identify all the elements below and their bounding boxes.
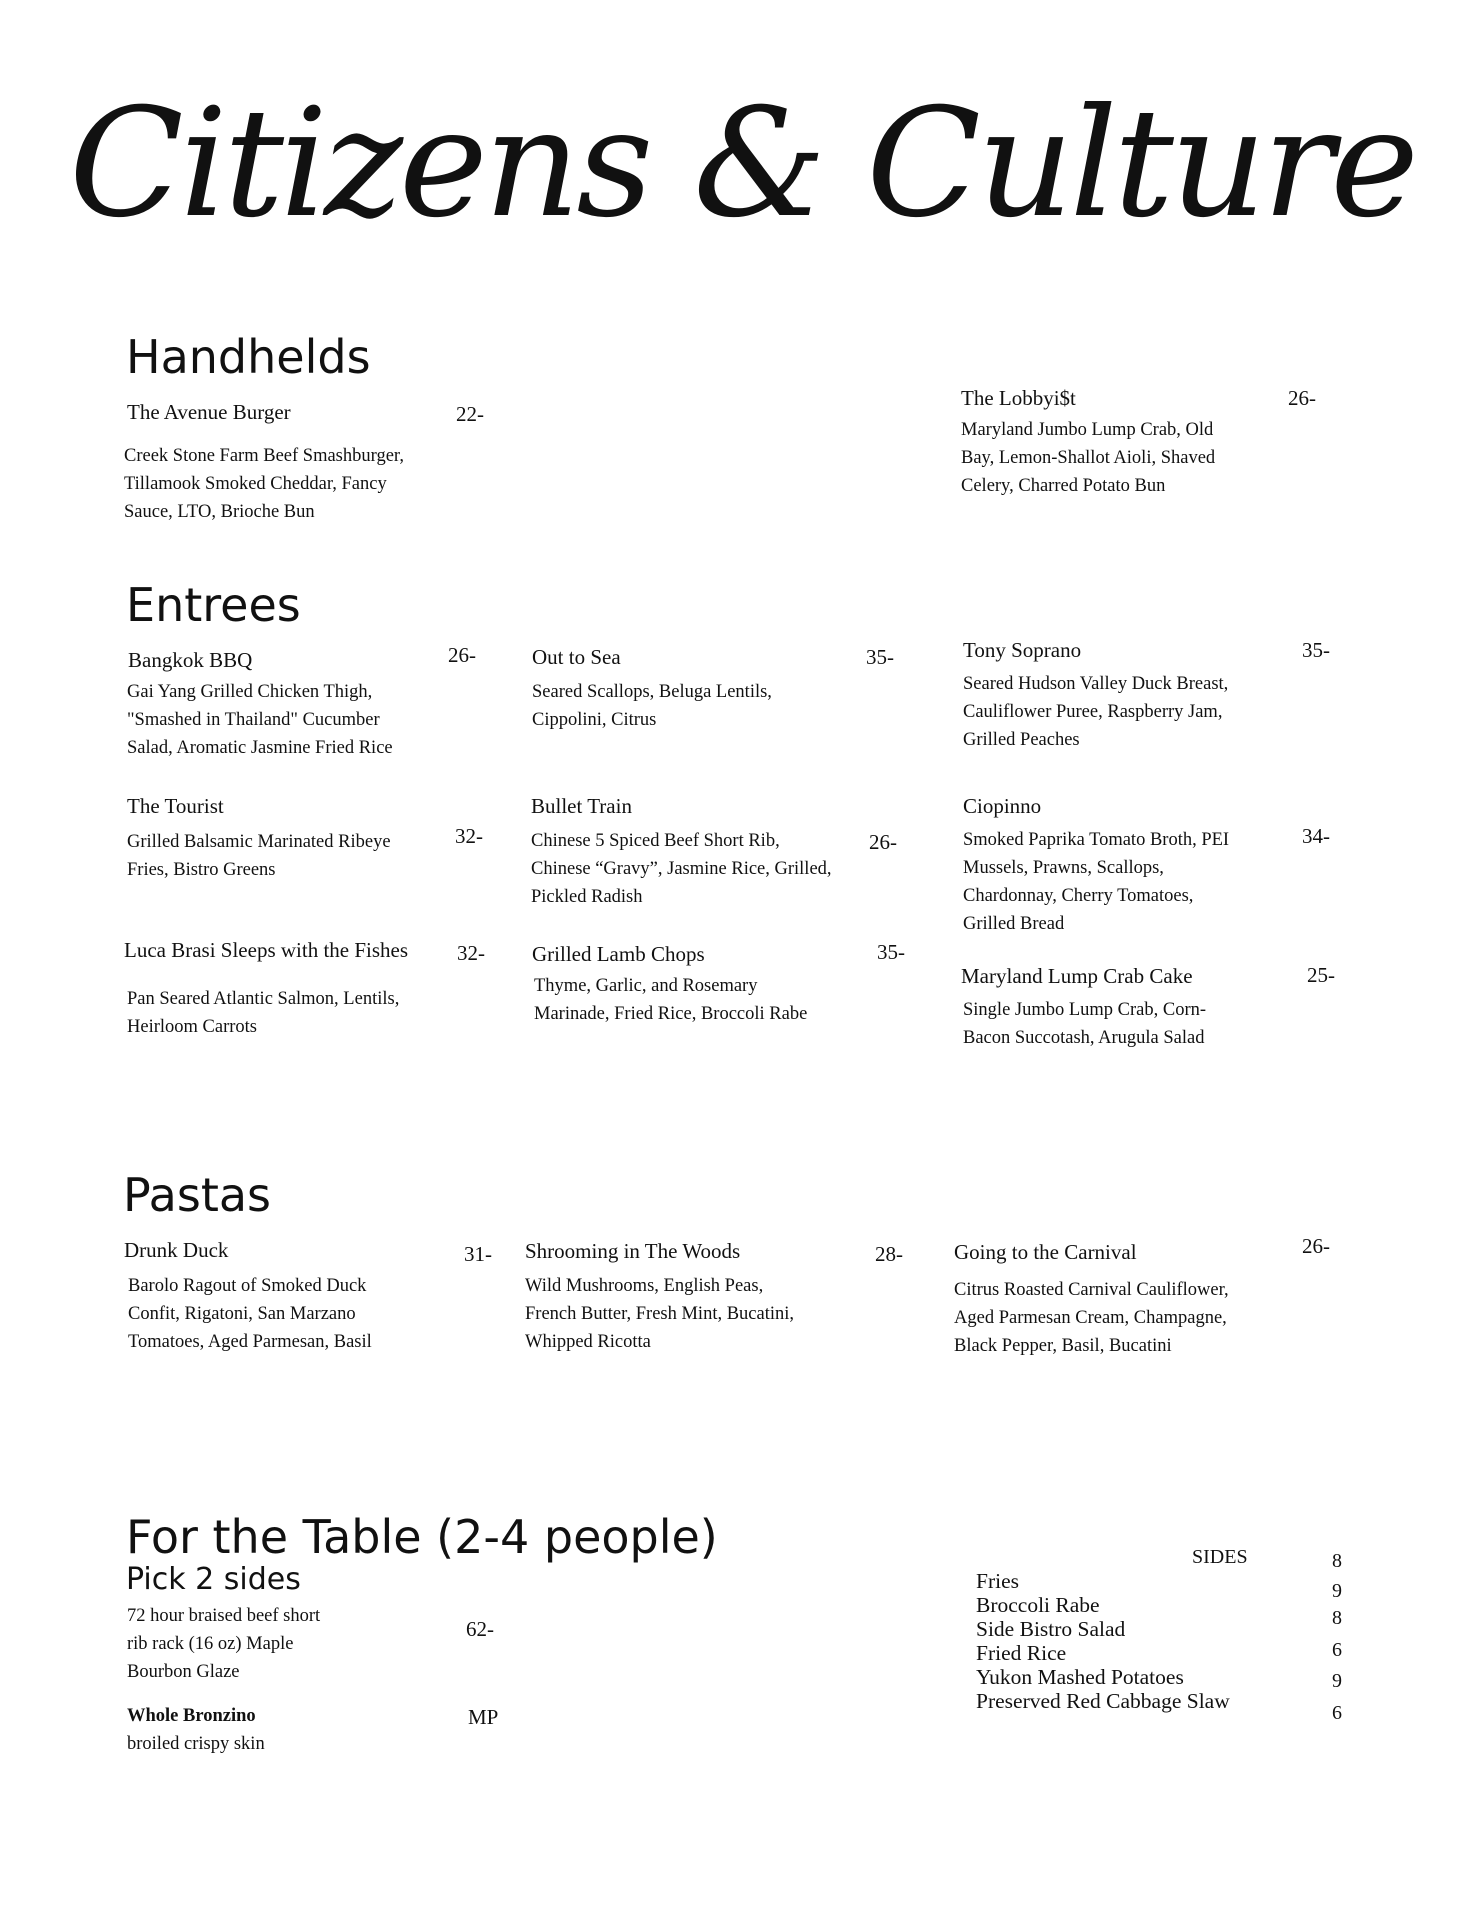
item-price: 22- [456, 402, 484, 426]
restaurant-name: Citizens & Culture [69, 77, 1415, 251]
item-name: Out to Sea [532, 645, 621, 669]
item-name: Grilled Lamb Chops [532, 942, 705, 966]
item-name: Maryland Lump Crab Cake [961, 964, 1193, 988]
item-name: Going to the Carnival [954, 1240, 1137, 1264]
item-name: Bangkok BBQ [128, 648, 253, 672]
item-price: 34- [1302, 824, 1330, 848]
side-item: Fries [976, 1569, 1019, 1593]
sides-label: SIDES [1192, 1546, 1248, 1568]
item-name: Whole Bronzino [127, 1706, 256, 1726]
side-item: Fried Rice [976, 1641, 1067, 1665]
item-name: Ciopinno [963, 794, 1042, 818]
side-item: Preserved Red Cabbage Slaw [976, 1689, 1230, 1713]
section-subtitle: Pick 2 sides [126, 1562, 301, 1597]
item-price: 32- [457, 941, 485, 965]
item-description: Thyme, Garlic, and Rosemary Marinade, Fried Rice, Broccoli Rabe [534, 976, 808, 1024]
item-name: Luca Brasi Sleeps with the Fishes [124, 938, 409, 962]
item-description: broiled crispy skin [127, 1734, 265, 1754]
item-name: Drunk Duck [124, 1238, 229, 1262]
side-price: 9 [1332, 1580, 1342, 1602]
item-description: Seared Scallops, Beluga Lentils, Cippolini, Citrus [532, 682, 772, 730]
side-price: 8 [1332, 1550, 1342, 1572]
side-price: 6 [1332, 1702, 1342, 1724]
item-description: Maryland Jumbo Lump Crab, Old Bay, Lemon-Shallot Aioli, Shaved Celery, Charred Potato Bun [961, 420, 1216, 496]
item-name: Shrooming in The Woods [525, 1239, 741, 1263]
item-price: 26- [448, 643, 476, 667]
item-description: Gai Yang Grilled Chicken Thigh, "Smashed in Thailand" Cucumber Salad, Aromatic Jasmine Fried Rice [127, 682, 393, 758]
item-description: Single Jumbo Lump Crab, Corn- Bacon Succotash, Arugula Salad [963, 1000, 1207, 1048]
side-item: Yukon Mashed Potatoes [976, 1665, 1184, 1689]
item-name: The Tourist [127, 794, 224, 818]
item-price: 35- [866, 645, 894, 669]
side-price: 8 [1332, 1607, 1342, 1629]
restaurant-logo [0, 55, 1484, 275]
item-name: The Avenue Burger [127, 400, 291, 424]
item-price: 35- [1302, 638, 1330, 662]
side-price: 9 [1332, 1670, 1342, 1692]
item-price: 35- [877, 940, 905, 964]
side-item: Broccoli Rabe [976, 1593, 1100, 1617]
side-item: Side Bistro Salad [976, 1617, 1126, 1641]
item-description: Chinese 5 Spiced Beef Short Rib, Chinese “Gravy”, Jasmine Rice, Grilled, Pickled Radish [531, 831, 832, 907]
item-description: Wild Mushrooms, English Peas, French Butter, Fresh Mint, Bucatini, Whipped Ricotta [525, 1276, 795, 1352]
item-description: Citrus Roasted Carnival Cauliflower, Aged Parmesan Cream, Champagne, Black Pepper, Basil, Bucatini [954, 1280, 1229, 1356]
item-description: Pan Seared Atlantic Salmon, Lentils, Heirloom Carrots [127, 989, 400, 1037]
item-description: Barolo Ragout of Smoked Duck Confit, Rigatoni, San Marzano Tomatoes, Aged Parmesan, Basil [128, 1276, 372, 1352]
section-title-for-the-table: For the Table (2-4 people) [126, 1510, 718, 1564]
item-description: Smoked Paprika Tomato Broth, PEI Mussels, Prawns, Scallops, Chardonnay, Cherry Tomatoes, Grilled Bread [963, 830, 1230, 934]
item-price: 32- [455, 824, 483, 848]
item-description: 72 hour braised beef short rib rack (16 oz) Maple Bourbon Glaze [127, 1606, 321, 1682]
item-price: 26- [1302, 1234, 1330, 1258]
item-name: Bullet Train [531, 794, 632, 818]
item-price: MP [468, 1705, 499, 1729]
item-price: 26- [869, 830, 897, 854]
item-name: Tony Soprano [963, 638, 1082, 662]
item-description: Grilled Balsamic Marinated Ribeye Fries, Bistro Greens [127, 832, 391, 880]
item-price: 28- [875, 1242, 903, 1266]
item-description: Creek Stone Farm Beef Smashburger, Tillamook Smoked Cheddar, Fancy Sauce, LTO, Brioche Bun [124, 446, 404, 522]
item-price: 26- [1288, 386, 1316, 410]
side-price: 6 [1332, 1639, 1342, 1661]
section-title-handhelds: Handhelds [126, 330, 371, 384]
item-name: The Lobbyi$t [961, 386, 1076, 410]
section-title-pastas: Pastas [123, 1168, 272, 1222]
item-price: 62- [466, 1617, 494, 1641]
item-price: 25- [1307, 963, 1335, 987]
item-price: 31- [464, 1242, 492, 1266]
item-description: Seared Hudson Valley Duck Breast, Cauliflower Puree, Raspberry Jam, Grilled Peaches [963, 674, 1229, 750]
section-title-entrees: Entrees [126, 578, 301, 632]
